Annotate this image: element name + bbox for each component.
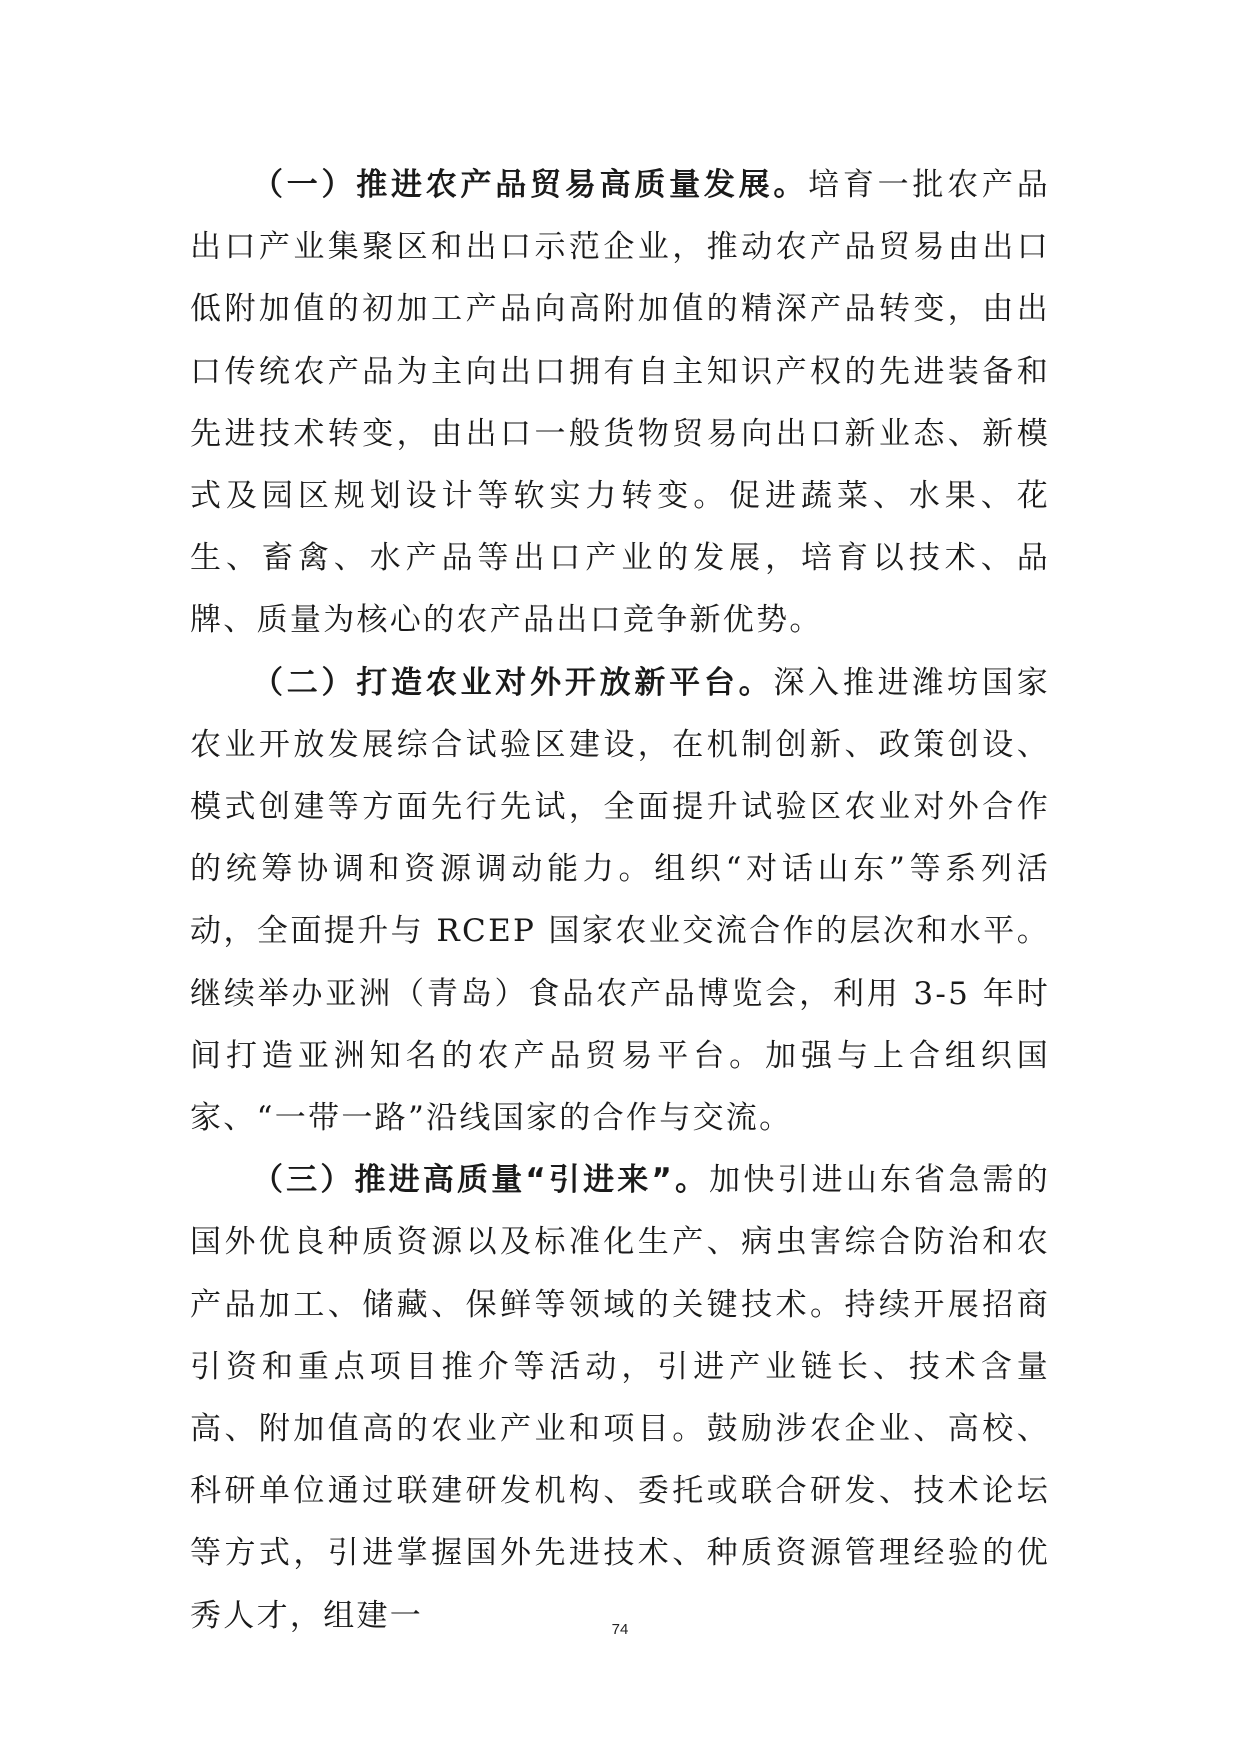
section-3-heading: （三）推进高质量“引进来”。 — [252, 1162, 710, 1199]
section-2-body: 深入推进潍坊国家农业开放发展综合试验区建设，在机制创新、政策创设、模式创建等方面先行先试，全面提升试验区农业对外合作的统筹协调和资源调动能力。组织“对话山东”等系列活动，全面提升与 RCEP 国家农业交流合作的层次和水平。继续举办亚洲（青岛）食品农产品博览会，利用 3-5 年时间打造亚洲知名的农产品贸易平台。加强与上合组织国家、“一带一路”沿线国家的合作与交流。 — [190, 664, 1051, 1137]
section-3-paragraph — [190, 1149, 1050, 1647]
section-2-paragraph — [190, 652, 1050, 1150]
section-1-heading: （一）推进农产品贸易高质量发展。 — [252, 167, 809, 203]
page-number: 74 — [611, 1621, 629, 1638]
section-1-body: 培育一批农产品出口产业集聚区和出口示范企业，推动农产品贸易由出口低附加值的初加工产品向高附加值的精深产品转变，由出口传统农产品为主向出口拥有自主知识产权的先进装备和先进技术转变，由出口一般货物贸易向出口新业态、新模式及园区规划设计等软实力转变。促进蔬菜、水果、花生、畜禽、水产品等出口产业的发展，培育以技术、品牌、质量为核心的农产品出口竞争新优势。 — [190, 167, 1050, 639]
section-2-heading: （二）打造农业对外开放新平台。 — [252, 664, 774, 701]
section-3-body: 加快引进山东省急需的国外优良种质资源以及标准化生产、病虫害综合防治和农产品加工、储藏、保鲜等领域的关键技术。持续开展招商引资和重点项目推介等活动，引进产业链长、技术含量高、附加值高的农业产业和项目。鼓励涉农企业、高校、科研单位通过联建研发机构、委托或联合研发、技术论坛等方式，引进掌握国外先进技术、种质资源管理经验的优秀人才，组建一 — [190, 1162, 1050, 1634]
document-body — [190, 154, 1050, 1647]
section-1-paragraph — [190, 154, 1050, 652]
